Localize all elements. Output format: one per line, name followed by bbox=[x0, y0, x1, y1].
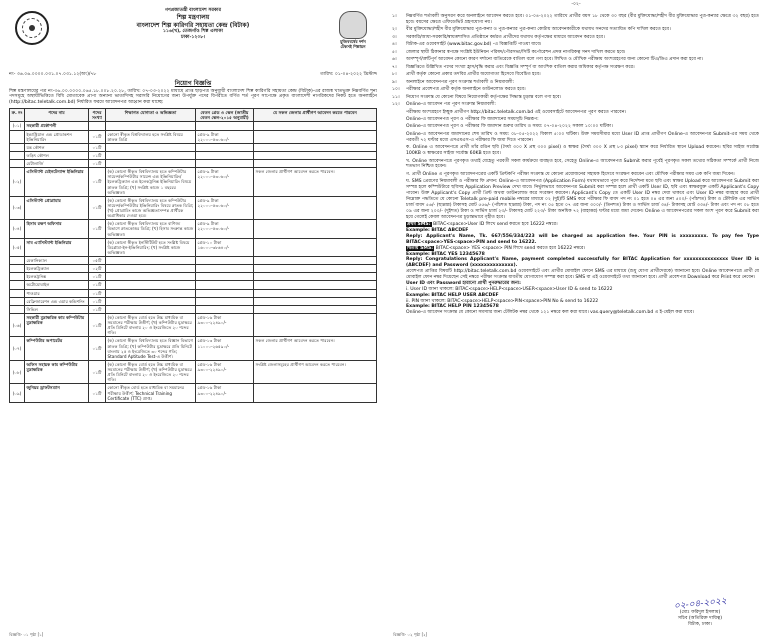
row-count: ০১টি bbox=[89, 281, 106, 289]
vacancy-row bbox=[10, 130, 377, 143]
row-count: ০১টি bbox=[89, 297, 106, 305]
row-qualification: (ক) কোনো স্বীকৃত বিশ্ববিদ্যালয় হতে বিজ্ঞান বিভাগে স্নাতক ডিগ্রি; (খ) কম্পিউটার মুদ্রাক্ষরে প্রতি মিনিটে বাংলায় ২৫ ও ইংরেজিতে ৩০ শব্দের গতি; Standard Aptitude Test-এ উত্তীর্ণ। bbox=[106, 337, 196, 361]
row-grade: গ্রেড-৯ টাকা ২২০০০-৫৩০৬০/- bbox=[196, 168, 254, 197]
row-qualification bbox=[106, 151, 196, 159]
row-grade bbox=[196, 305, 254, 313]
col-post: পদের নাম bbox=[25, 109, 89, 122]
sms-first-command: BITAC<space>User ID লিখে send করতে হবে 16222 নম্বরে। bbox=[433, 222, 558, 228]
online-instruction: Online-এ আবেদনপত্র জমাদানের শেষ তারিখ ও সময়: ০৮-০৫-২০২২ বিকাল ৫:০০ ঘটিকা। উক্ত সময়সীমার মধ্যে User ID প্রাপ্ত প্রার্থীগণ Online-এ আবেদনপত্র Submit-এর সময় থেকে পরবর্তী ৭২ ঘণ্টার মধ্যে এসএমএস-এ পরীক্ষার ফি জমা দিতে পারবেন। bbox=[406, 131, 759, 143]
row-post: রেফ্রিজারেশন এন্ড এয়ার কন্ডিশনিং bbox=[25, 297, 89, 305]
condition-number: ৪। bbox=[392, 42, 397, 48]
condition-item bbox=[392, 102, 759, 108]
row-count: ০১টি bbox=[89, 337, 106, 361]
memo-number: নং- ৩৬.০৬.০০০০.০৩১.০৭.০৩১.১২(অং)/৭৮ bbox=[9, 72, 97, 77]
memo-date: তারিখ: ০১-০৪-২০২২ খ্রিস্টাব্দ bbox=[320, 72, 377, 77]
vacancy-row bbox=[10, 196, 377, 220]
row-count: ০৫টি bbox=[89, 257, 106, 265]
portrait-logo bbox=[333, 11, 373, 55]
signature-date: ০২-০৪-২০২২ bbox=[673, 596, 727, 612]
conditions-list bbox=[392, 14, 759, 108]
row-qualification bbox=[106, 143, 196, 151]
row-districts bbox=[254, 257, 377, 265]
signature-block bbox=[650, 596, 750, 628]
condition-item bbox=[392, 65, 759, 71]
lost-pin: ii. PIN জানা থাকলে: BITAC<space>HELP<space>PIN<space>PIN No & send to 16222 bbox=[406, 298, 599, 304]
row-qualification bbox=[106, 265, 196, 273]
row-qualification: কোনো স্বীকৃত বিশ্ববিদ্যালয় হতে সংশ্লিষ্ট বিষয়ে স্নাতক ডিগ্রি bbox=[106, 130, 196, 143]
condition-text: নিয়োগ সংক্রান্ত যে কোনো বিষয়ে নিয়োগকারী কর্তৃপক্ষের সিদ্ধান্ত চূড়ান্ত বলে গণ্য হবে। bbox=[406, 94, 562, 100]
row-count: ০১টি bbox=[89, 196, 106, 220]
row-post: তড়িৎ কৌশল bbox=[25, 151, 89, 159]
row-serial: (০৩) bbox=[10, 196, 25, 220]
row-serial bbox=[10, 305, 25, 313]
row-districts bbox=[254, 196, 377, 220]
row-count: ০১টি bbox=[89, 168, 106, 197]
row-grade bbox=[196, 281, 254, 289]
condition-item bbox=[392, 27, 759, 33]
right-page bbox=[384, 0, 768, 640]
condition-item bbox=[392, 80, 759, 86]
row-post: যন্ত্র কৌশল bbox=[25, 143, 89, 151]
condition-number: ৬। bbox=[392, 57, 397, 63]
row-districts bbox=[254, 160, 377, 168]
lost-user-id-example: Example: BITAC HELP USER ABCDEF bbox=[406, 292, 499, 298]
row-grade: গ্রেড-১৩ টাকা ১১০০০-২৬৫৯০/- bbox=[196, 337, 254, 361]
row-districts bbox=[254, 305, 377, 313]
row-count: ০১টি bbox=[89, 384, 106, 402]
col-districts: যে সকল জেলার প্রার্থীগণ আবেদন করতে পারবেন bbox=[254, 109, 377, 122]
signatory-name: (মোঃ ফরিদুল ইসলাম) bbox=[679, 610, 721, 616]
portrait-caption-1: মুজিববর্ষের দর্শন bbox=[340, 39, 366, 44]
vacancy-table bbox=[9, 108, 377, 403]
row-serial: (০৮) bbox=[10, 360, 25, 384]
row-qualification bbox=[106, 273, 196, 281]
row-count: ০১টি bbox=[89, 273, 106, 281]
row-grade bbox=[196, 265, 254, 273]
vacancy-row bbox=[10, 160, 377, 168]
condition-text: জেলার স্থায়ী ঠিকানার স্বপক্ষে সংশ্লিষ্ট ইউনিয়ন পরিষদ/পৌরসভা/সিটি কর্পোরেশন প্রদত্ত নাগরিকত্ব সনদ দাখিল করতে হবে। bbox=[406, 49, 626, 55]
condition-text: অনলাইনে আবেদনপত্র পূরণ সংক্রান্ত শর্তাবলী ও নিয়মাবলী: bbox=[406, 79, 515, 85]
right-footer: বিজ্ঞপ্তি- ০২ পৃষ্ঠা [২] bbox=[393, 631, 428, 637]
row-serial bbox=[10, 289, 25, 297]
vacancy-row bbox=[10, 313, 377, 337]
vacancy-row bbox=[10, 273, 377, 281]
helpline-note: Online-এ আবেদন সংক্রান্ত যে কোনো সমস্যার জন্য টেলিটক নম্বর থেকে ১২১ নম্বরে কল করা যাবে। vas.query@teletalk.com.bd এ ই-মেইল করা যাবে। bbox=[406, 310, 694, 316]
condition-text: বিটাক-এর ওয়েবসাইট (www.bitac.gov.bd) -এ বিজ্ঞপ্তিটি পাওয়া যাবে। bbox=[406, 42, 542, 48]
row-qualification: (ক) কোনো স্বীকৃত বিশ্ববিদ্যালয় হতে বাণিজ্য বিভাগে স্নাতকোত্তর ডিগ্রি; (খ) হিসাব সংক্রান্ত কাজে অভিজ্ঞতা। bbox=[106, 220, 196, 238]
row-grade: গ্রেড-৯ টাকা ২২০০০-৫৩০৬০/- bbox=[196, 196, 254, 220]
col-serial: ক্র. নং bbox=[10, 109, 25, 122]
row-post: ইলেকট্রিক্যাল bbox=[25, 265, 89, 273]
row-districts bbox=[254, 151, 377, 159]
row-post: অফিস সহায়ক কাম কম্পিউটার মুদ্রাক্ষরিক bbox=[25, 360, 89, 384]
row-post: ইলেকট্রনিক্স bbox=[25, 273, 89, 281]
sms-second-command: BITAC<space> YES <space> PIN লিখে send করতে হবে 16222 নম্বরে। bbox=[435, 245, 586, 251]
vacancy-row bbox=[10, 257, 377, 265]
row-post: হিসাব রক্ষণ অফিসার bbox=[25, 220, 89, 238]
condition-text: নিম্নবর্ণিত শর্তাবলী অনুসরণ করে অনলাইনে আবেদন করতে হবে। ০১-০৪-২০২২ তারিখে প্রার্থীর বয়স ১৮ থেকে ৩০ বছর (বীর মুক্তিযোদ্ধা/শহীদ বীর মুক্তিযোদ্ধার পুত্র-কন্যার ক্ষেত্রে ৩২ বছর) হতে হবে। বয়সের ক্ষেত্রে এফিডেভিট গ্রহণযোগ্য নয়। bbox=[406, 14, 759, 25]
row-post: এসিস্ট্যান্ট মেইনটেন্যান্স ইঞ্জিনিয়ার bbox=[25, 168, 89, 197]
vacancy-table-body bbox=[10, 122, 377, 402]
signatory-title: সচিব (অতিরিক্ত দায়িত্ব) bbox=[678, 616, 722, 622]
row-serial: (০৯) bbox=[10, 384, 25, 402]
row-qualification: (ক) কোনো স্বীকৃত বোর্ড হতে উচ্চ মাধ্যমিক বা সমমানের পরীক্ষায় উত্তীর্ণ; (খ) কম্পিউটার মুদ্রাক্ষরে প্রতি মিনিটে বাংলায় ২০ ও ইংরেজিতে ২০ শব্দের গতি। bbox=[106, 313, 196, 337]
sms-example-2: Example: BITAC YES 12345678 bbox=[406, 251, 485, 257]
row-qualification: কোনো স্বীকৃত বোর্ড হতে মাধ্যমিক বা সমমানের পরীক্ষায় উত্তীর্ণ; Technical Training Certificate (TTC) প্রাপ্ত। bbox=[106, 384, 196, 402]
row-post: পাওয়ার bbox=[25, 289, 89, 297]
online-instruction: খ. Online আবেদনপত্রে পূরণকৃত তথ্যই যেহেতু পরবর্তী সকল কার্যক্রমে ব্যবহৃত হবে, সেহেতু Online-এ আবেদনপত্র Submit করার পূর্বেই পূরণকৃত সকল তথ্যের সঠিকতা সম্পর্কে প্রার্থী নিজে শতভাগ নিশ্চিত হবেন। bbox=[406, 158, 759, 170]
vacancy-row bbox=[10, 360, 377, 384]
online-instruction: Online-এ আবেদনপত্র পূরণ ও পরীক্ষার ফি জমাদানের সময়সূচি নিম্নরূপ: bbox=[406, 116, 539, 122]
row-count: ০১টি bbox=[89, 360, 106, 384]
condition-number: ৭। bbox=[392, 64, 397, 70]
row-districts bbox=[254, 122, 377, 130]
row-qualification: (ক) কোনো স্বীকৃত ইনস্টিটিউট হতে সংশ্লিষ্ট বিষয়ে ডিপ্লোমা-ইন-ইঞ্জিনিয়ারিং; (খ) সংশ্লিষ্ট কাজে অভিজ্ঞতা। bbox=[106, 238, 196, 256]
condition-text: অসম্পূর্ণ/ত্রুটিপূর্ণ আবেদন কোনো কারণ দর্শানো ব্যতিরেকে বাতিল বলে গণ্য হবে। লিখিত ও মৌখিক পরীক্ষায় অংশগ্রহণের জন্য কোনো টিএ/ডিএ প্রদান করা হবে না। bbox=[406, 57, 704, 63]
online-instruction: ক. Online এ আবেদনপত্রে প্রার্থী তাঁর রঙিন ছবি (দৈর্ঘ্য ৩০০ X প্রস্থ ৩০০ pixel) ও স্বাক্ষর (দৈর্ঘ্য ৩০০ X প্রস্থ ৮০ pixel) স্ক্যান করে নির্ধারিত স্থানে Upload করবেন। ছবির সাইজ সর্বোচ্চ 100KB ও স্বাক্ষরের সাইজ সর্বোচ্চ 60KB হতে হবে। bbox=[406, 145, 759, 157]
signatory-office: বিটাক, ঢাকা। bbox=[688, 622, 712, 628]
vacancy-row bbox=[10, 220, 377, 238]
row-qualification bbox=[106, 289, 196, 297]
left-footer: বিজ্ঞপ্তি- ০১ পৃষ্ঠা [১] bbox=[9, 631, 44, 637]
row-districts: সংশ্লিষ্ট জেলাসমূহের প্রার্থীগণ আবেদন করতে পারবেন। bbox=[254, 360, 377, 384]
condition-number: ১১। bbox=[392, 94, 400, 100]
condition-number: ৫। bbox=[392, 49, 397, 55]
vacancy-row bbox=[10, 337, 377, 361]
row-grade: গ্রেড-১৬ টাকা ৯৩০০-২২৪৯০/- bbox=[196, 360, 254, 384]
row-post: সাব এ্যাসিস্ট্যান্ট ইঞ্জিনিয়ার bbox=[25, 238, 89, 256]
condition-text: পরীক্ষার প্রবেশপত্র প্রার্থী কর্তৃক অনলাইনে ডাউনলোড করতে হবে। bbox=[406, 87, 526, 93]
row-count: ০১টি bbox=[89, 289, 106, 297]
government-emblem-icon bbox=[15, 11, 49, 45]
row-qualification bbox=[106, 297, 196, 305]
row-serial bbox=[10, 160, 25, 168]
row-grade bbox=[196, 273, 254, 281]
row-districts bbox=[254, 238, 377, 256]
header-city: ঢাকা-১২০৮। bbox=[181, 35, 205, 41]
condition-text: Online-এ আবেদন পত্র পূরণ সংক্রান্ত নিয়মাবলী: bbox=[406, 102, 496, 108]
row-grade bbox=[196, 160, 254, 168]
row-count: ০১টি bbox=[89, 143, 106, 151]
row-districts bbox=[254, 384, 377, 402]
col-grade: বেতন গ্রেড ও স্কেল (জাতীয় বেতন স্কেল-২০১৫ অনুযায়ী) bbox=[196, 109, 254, 122]
notice-title: নিয়োগ বিজ্ঞপ্তি bbox=[174, 79, 212, 87]
row-districts bbox=[254, 281, 377, 289]
vacancy-row bbox=[10, 384, 377, 402]
row-post: মেকানিক্যাল bbox=[25, 257, 89, 265]
condition-number: ১। bbox=[392, 14, 397, 19]
header-line-1: গণপ্রজাতন্ত্রী বাংলাদেশ সরকার bbox=[164, 8, 222, 13]
row-districts bbox=[254, 130, 377, 143]
col-count: পদের সংখ্যা bbox=[89, 109, 106, 122]
sms-reply-1: Reply: Applicant's Name, Tk. 667/556/334/223 will be charged as application fee. Your PIN is xxxxxxxxx. To pay fee Type BITAC<space>YES<space>PIN and send to 16222. bbox=[406, 233, 759, 245]
row-districts: সকল জেলার প্রার্থীগণ আবেদন করতে পারবেন। bbox=[254, 168, 377, 197]
online-instruction: পরীক্ষায় অংশগ্রহণে ইচ্ছুক প্রার্থীগণ http://bitac.teletalk.com.bd এই ওয়েবসাইটে আবেদনপত্র পূরণ করতে পারবেন। bbox=[406, 109, 627, 115]
vacancy-row bbox=[10, 305, 377, 313]
row-serial bbox=[10, 257, 25, 265]
row-districts bbox=[254, 220, 377, 238]
row-count: ০১টি bbox=[89, 220, 106, 238]
row-post: অটোমোবাইল bbox=[25, 281, 89, 289]
row-serial: (০৫) bbox=[10, 238, 25, 256]
row-serial bbox=[10, 130, 25, 143]
row-qualification bbox=[106, 122, 196, 130]
row-qualification bbox=[106, 257, 196, 265]
vacancy-row bbox=[10, 238, 377, 256]
letterhead bbox=[9, 8, 377, 70]
row-serial: (০৪) bbox=[10, 220, 25, 238]
row-post: সহকারী প্রকৌশলী bbox=[25, 122, 89, 130]
vacancy-row bbox=[10, 143, 377, 151]
sms-example-1: Example: BITAC ABCDEF bbox=[406, 228, 469, 233]
header-ministry: শিল্প মন্ত্রণালয় bbox=[176, 13, 210, 21]
row-count: ০১টি bbox=[89, 151, 106, 159]
row-serial: (০৬) bbox=[10, 313, 25, 337]
row-qualification: (ক) কোনো স্বীকৃত বোর্ড হতে উচ্চ মাধ্যমিক বা সমমানের পরীক্ষায় উত্তীর্ণ; (খ) কম্পিউটার মুদ্রাক্ষরে প্রতি মিনিটে বাংলায় ২০ ও ইংরেজিতে ২০ শব্দের গতি। bbox=[106, 360, 196, 384]
row-grade bbox=[196, 289, 254, 297]
condition-item bbox=[392, 14, 759, 26]
sms-first-label: প্রথম SMS: bbox=[407, 222, 431, 228]
row-serial bbox=[10, 143, 25, 151]
condition-item bbox=[392, 42, 759, 48]
vacancy-row bbox=[10, 265, 377, 273]
row-grade bbox=[196, 257, 254, 265]
row-count: ০১টি bbox=[89, 313, 106, 337]
row-serial bbox=[10, 281, 25, 289]
lost-credentials-title: User ID এবং Password হারানো প্রার্থী পুনরুদ্ধারের জন্য: bbox=[406, 280, 521, 286]
vacancy-row bbox=[10, 151, 377, 159]
memo-row bbox=[9, 72, 377, 78]
condition-text: প্রার্থী কর্তৃক কোনো প্রকার তদবির প্রার্থীর অযোগ্যতা হিসেবে বিবেচিত হবে। bbox=[406, 72, 541, 78]
portrait-icon bbox=[339, 11, 367, 39]
row-qualification: (ক) কোনো স্বীকৃত বিশ্ববিদ্যালয় হতে কম্পিউটার সায়েন্স/কম্পিউটার সায়েন্স এন্ড ইঞ্জিনিয়ারিং/ইলেকট্রিক্যাল এন্ড ইলেকট্রনিক্স ইঞ্জিনিয়ারিং বিষয়ে স্নাতক ডিগ্রি; (খ) সংশ্লিষ্ট কাজে ১ বছরের অভিজ্ঞতা। bbox=[106, 168, 196, 197]
row-post: কম্পিউটার অপারেটর bbox=[25, 337, 89, 361]
vacancy-table-header bbox=[10, 109, 377, 122]
row-count: ০১টি bbox=[89, 305, 106, 313]
sms-block bbox=[392, 222, 759, 316]
row-grade: গ্রেড-১৬ টাকা ৯৩০০-২২৪৯০/- bbox=[196, 384, 254, 402]
condition-item bbox=[392, 95, 759, 101]
online-instruction: Online-এ আবেদনপত্র পূরণ ও পরীক্ষার ফি জমাদান শুরুর তারিখ ও সময়: ০৭-০৪-২০২২ সকাল ১০:০০ ঘটিকা। bbox=[406, 124, 613, 130]
condition-text: বীর মুক্তিযোদ্ধা/শহীদ বীর মুক্তিযোদ্ধার পুত্র-কন্যা ও পুত্র-কন্যার পুত্র-কন্যা কোটায় আবেদনকারীকে যথাযথ সনদের সত্যায়িত কপি দাখিল করতে হবে। bbox=[406, 27, 671, 33]
row-post: ইন্ডাস্ট্রিয়াল এন্ড প্রোডাকশন ইঞ্জিনিয়ারিং bbox=[25, 130, 89, 143]
portrait-caption-2: টেকসই শিল্পায়ন bbox=[340, 44, 366, 50]
row-grade: গ্রেড-৯ টাকা ২২০০০-৫৩০৬০/- bbox=[196, 220, 254, 238]
condition-item bbox=[392, 72, 759, 78]
row-qualification bbox=[106, 160, 196, 168]
condition-text: বিজ্ঞপ্তিতে উল্লিখিত পদের সংখ্যা হ্রাস/বৃদ্ধি করার এবং বিজ্ঞপ্তি সম্পূর্ণ বা আংশিক বাতিল করার অধিকার কর্তৃপক্ষ সংরক্ষণ করে। bbox=[406, 64, 635, 70]
row-serial bbox=[10, 297, 25, 305]
row-districts bbox=[254, 143, 377, 151]
row-grade: গ্রেড-১৬ টাকা ৯৩০০-২২৪৯০/- bbox=[196, 313, 254, 337]
row-post: জুনিয়র ড্রাফটসম্যান bbox=[25, 384, 89, 402]
row-qualification: (ক) কোনো স্বীকৃত বিশ্ববিদ্যালয় হতে কম্পিউটার সায়েন্স/কম্পিউটার ইঞ্জিনিয়ারিং বিষয়ে স্নাতক ডিগ্রি; (খ) প্রোগ্রামিং কাজে অভিজ্ঞতাসম্পন্ন প্রার্থীকে অগ্রাধিকার দেওয়া হবে। bbox=[106, 196, 196, 220]
row-grade bbox=[196, 122, 254, 130]
row-districts bbox=[254, 273, 377, 281]
row-grade: গ্রেড-৯ টাকা ২২০০০-৫৩০৬০/- bbox=[196, 130, 254, 143]
row-serial: (০১) bbox=[10, 122, 25, 130]
vacancy-row bbox=[10, 122, 377, 130]
condition-number: ২। bbox=[392, 27, 397, 33]
vacancy-row bbox=[10, 289, 377, 297]
vacancy-row bbox=[10, 281, 377, 289]
condition-number: ১০। bbox=[392, 87, 400, 93]
row-count: ০১টি bbox=[89, 160, 106, 168]
page-number: -০২- bbox=[571, 2, 581, 7]
online-instruction: ঘ. SMS প্রেরণের নিয়মাবলী ও পরীক্ষার ফি প্রদান: Online-এ আবেদনপত্র (Application Form) যথাযথভাবে পূরণ করে নির্দেশনা মতে ছবি এবং স্বাক্ষর Upload করে আবেদনপত্র Submit করা সম্পন্ন হলে কম্পিউটারে ছবিসহ Application Preview দেখা যাবে। নির্ভুলভাবে আবেদনপত্র Submit করা সম্পন্ন হলে প্রার্থী একটি User ID, ছবি এবং স্বাক্ষরযুক্ত একটি Applicant's Copy পাবেন। উক্ত Applicant's Copy প্রার্থী প্রিন্ট অথবা ডাউনলোড করে সংরক্ষণ করবেন। Applicant's Copy তে একটি User ID নম্বর দেয়া থাকবে এবং User ID নম্বর ব্যবহার করে প্রার্থী নিম্নোক্ত পদ্ধতিতে যে কোনো Teletalk pre-paid mobile নম্বরের মাধ্যমে ০২ (দুই)টি SMS করে পরীক্ষার ফি বাবদ পদ নং ০১ হতে ০৪ এর জন্য ৫০০/- (পাঁচশত) টাকা ও টেলিটক এর সার্ভিস চার্জ বাবদ ৫৬/- (ছাপ্পান্ন) টাকাসহ মোট ৫৫৬/- (পাঁচশত ছাপ্পান্ন) টাকা, পদ নং ০৫ হতে ০৭ এর জন্য ৩০০/- (তিনশত) টাকা ও সার্ভিস চার্জ ৩৪/- টাকাসহ মোট ৩৩৪/- টাকা এবং পদ নং ০৮ হতে ০৯ এর জন্য ২০০/- (দুইশত) টাকা ও সার্ভিস চার্জ ২৩/- টাকাসহ মোট ২২৩/- টাকা অনধিক ৭২ (বাহাত্তর) ঘণ্টার মধ্যে জমা দেবেন। Online এ আবেদনপত্রের সকল অংশ পূরণ করে Submit করা হয়ে গেলেই কেবল আবেদনপত্র চূড়ান্তভাবে গৃহীত হবে। bbox=[406, 179, 759, 220]
row-grade: গ্রেড-১০ টাকা ১৬০০০-৩৮৬৪০/- bbox=[196, 238, 254, 256]
admit-card-note: প্রবেশপত্র প্রাপ্তির বিষয়টি http://bitac.teletalk.com.bd ওয়েবসাইটে এবং প্রার্থীর মোবাইল ফোনে SMS এর মাধ্যমে (শুধু যোগ্য প্রার্থীদেরকে) জানানো হবে। Online আবেদনপত্রে প্রার্থী যে মোবাইল ফোন নম্বর দিয়েছেন সেই নম্বরে পরীক্ষা সংক্রান্ত যাবতীয় যোগাযোগ সম্পন্ন করা হবে। SMS বা এই ওয়েবসাইটে তথ্য জানানো হবে। প্রার্থী প্রবেশপত্র Download করে Print করে নেবেন। bbox=[406, 269, 759, 280]
row-grade bbox=[196, 143, 254, 151]
sms-second-label: দ্বিতীয় SMS: bbox=[407, 245, 434, 251]
lost-pin-example: Example: BITAC HELP PIN 12345678 bbox=[406, 304, 499, 310]
lost-user-id: i. User ID জানা থাকলে: BITAC<space>HELP<space>USER<space>User ID & send to 16222 bbox=[406, 286, 613, 292]
row-grade bbox=[196, 151, 254, 159]
condition-number: ৯। bbox=[392, 79, 397, 85]
row-districts bbox=[254, 289, 377, 297]
condition-item bbox=[392, 57, 759, 63]
row-serial bbox=[10, 273, 25, 281]
condition-text: সরকারি/আধা-সরকারি/স্বায়ত্তশাসিত প্রতিষ্ঠানে কর্মরত প্রার্থীদের যথাযথ কর্তৃপক্ষের মাধ্যমে আবেদন করতে হবে। bbox=[406, 34, 605, 40]
header-address: ১১৬(খ), তেজগাঁও শিল্প এলাকা bbox=[163, 29, 223, 35]
row-districts bbox=[254, 265, 377, 273]
online-instruction: গ. প্রার্থী Online এ পূরণকৃত আবেদনপত্রের একটি প্রিন্টকপি পরীক্ষা সংক্রান্ত যে কোনো প্রয়োজনের সহায়ক হিসেবে সংরক্ষণ করবেন এবং মৌখিক পরীক্ষার সময় এক কপি জমা দিবেন। bbox=[406, 171, 735, 177]
condition-number: ৩। bbox=[392, 34, 397, 40]
condition-item bbox=[392, 87, 759, 93]
sms-reply-2: Reply: Congratulations Applicant's Name, payment completed successfully for BITAC Application for xxxxxxxxxxxxxxx User ID is (ABCDEF) and Password (xxxxxxxxxxxxxx). bbox=[406, 257, 759, 269]
row-post: মেটালার্জি bbox=[25, 160, 89, 168]
row-serial: (০৭) bbox=[10, 337, 25, 361]
row-count: ০১টি bbox=[89, 130, 106, 143]
notice-intro: শিল্প মন্ত্রণালয়ের পত্র নং-৩৬.০০.০০০০.০৬৫.১৮.০০৮.২০.২৮, তারিখ: ০৭-০৩-২০২২ মাধ্যমে প্রাপ্ত ছাড়পত্র অনুযায়ী বাংলাদেশ শিল্প কারিগরি সহায়তা কেন্দ্র (বিটাক)-এর রাজস্ব খাতভুক্ত নিম্নবর্ণিত শূন্য পদসমূহে অস্থায়ীভিত্তিতে বিধি মোতাবেক প্রাপ্য অন্যান্য ভাতাদিসহ সরাসরি নিয়োগের জন্য উপর্যুক্ত পদের বিপরীতে বর্ণিত শর্ত পূরণ সাপেক্ষে প্রকৃত বাংলাদেশী নাগরিকদের নিকট হতে অনলাইনে (http://bitac.teletalk.com.bd) নির্ধারিত ফরমে আবেদনপত্র আহ্বান করা যাচ্ছে: bbox=[9, 88, 377, 106]
vacancy-row bbox=[10, 168, 377, 197]
row-grade bbox=[196, 297, 254, 305]
row-districts bbox=[254, 297, 377, 305]
condition-number: ৮। bbox=[392, 72, 397, 78]
row-qualification bbox=[106, 305, 196, 313]
vacancy-row bbox=[10, 297, 377, 305]
row-post: সহকারী মুদ্রাক্ষরিক কাম কম্পিউটার মুদ্রাক্ষরিক bbox=[25, 313, 89, 337]
row-serial bbox=[10, 151, 25, 159]
row-serial bbox=[10, 265, 25, 273]
row-qualification bbox=[106, 281, 196, 289]
row-districts bbox=[254, 313, 377, 337]
row-post: এসিস্ট্যান্ট প্রোগ্রামার bbox=[25, 196, 89, 220]
row-count: ০২টি bbox=[89, 265, 106, 273]
condition-item bbox=[392, 50, 759, 56]
row-count bbox=[89, 238, 106, 256]
row-post: সিভিল bbox=[25, 305, 89, 313]
header-organization: বাংলাদেশ শিল্প কারিগরি সহায়তা কেন্দ্র (বিটাক) bbox=[136, 21, 250, 29]
row-districts: সকল জেলার প্রার্থীগণ আবেদন করতে পারবেন। bbox=[254, 337, 377, 361]
condition-number: ১২। bbox=[392, 102, 400, 108]
col-qualification: শিক্ষাগত যোগ্যতা ও অভিজ্ঞতা bbox=[106, 109, 196, 122]
online-instructions bbox=[392, 110, 759, 221]
row-count bbox=[89, 122, 106, 130]
condition-item bbox=[392, 35, 759, 41]
row-serial: (০২) bbox=[10, 168, 25, 197]
